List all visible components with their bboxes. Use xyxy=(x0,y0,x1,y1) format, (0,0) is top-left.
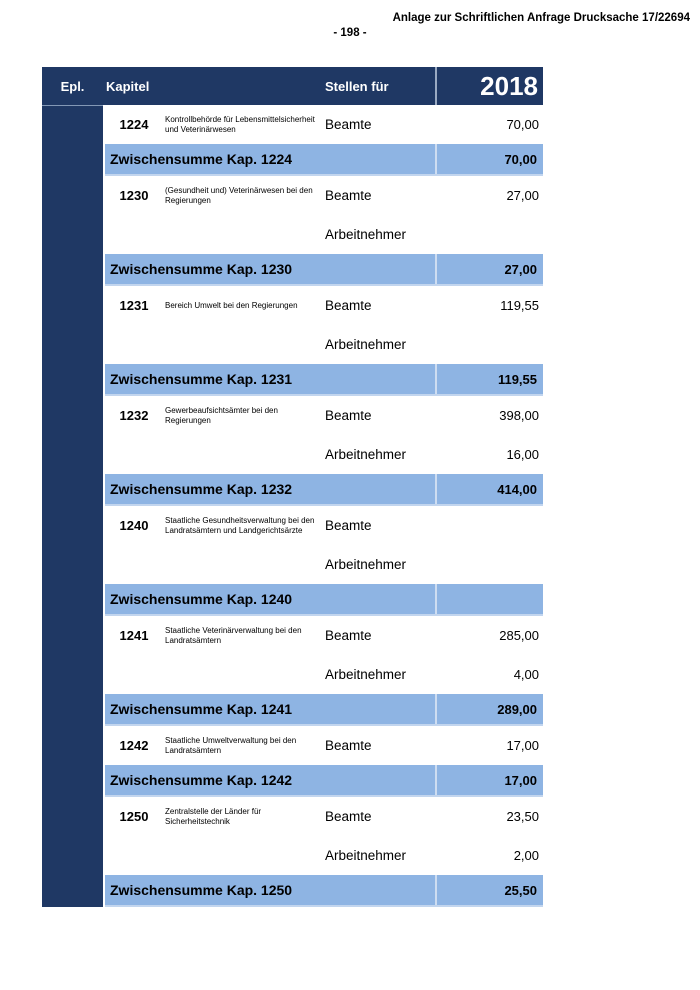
subtotal-label: Zwischensumme Kap. 1224 xyxy=(110,151,293,167)
subtotal-row xyxy=(105,765,543,797)
page-number: - 198 - xyxy=(333,27,367,39)
header-stellen-fuer: Stellen für xyxy=(325,78,389,94)
section-rows xyxy=(103,726,543,765)
section-rows xyxy=(103,616,543,694)
stellen-table xyxy=(42,67,543,907)
header-kapitel: Kapitel xyxy=(106,78,150,94)
entry-value: 16,00 xyxy=(506,447,539,462)
entry-value: 70,00 xyxy=(506,117,539,132)
subtotal-value: 17,00 xyxy=(435,765,541,795)
header-year-2018: 2018 xyxy=(435,67,543,105)
subtotal-label: Zwischensumme Kap. 1250 xyxy=(110,882,293,898)
entry-value xyxy=(435,215,543,254)
subtotal-label: Zwischensumme Kap. 1231 xyxy=(110,371,293,387)
entry-label: Arbeitnehmer xyxy=(325,667,407,682)
subtotal-value: 25,50 xyxy=(435,875,541,905)
subtotal-label: Zwischensumme Kap. 1242 xyxy=(110,772,293,788)
entry-value: 27,00 xyxy=(506,188,539,203)
entry-label: Arbeitnehmer xyxy=(325,447,407,462)
entry-label: Arbeitnehmer xyxy=(325,337,407,352)
kapitel-section xyxy=(103,396,543,506)
document-annotation: Anlage zur Schriftlichen Anfrage Drucksache 17/22694 xyxy=(392,12,690,24)
kapitel-section xyxy=(103,506,543,616)
subtotal-row xyxy=(105,364,543,396)
section-rows xyxy=(103,506,543,584)
kapitel-number: 1241 xyxy=(119,628,149,643)
entry-value xyxy=(435,325,543,364)
kapitel-description: Staatliche Veterinärverwaltung bei den Landratsämtern xyxy=(165,625,302,645)
kapitel-section xyxy=(103,616,543,726)
subtotal-label: Zwischensumme Kap. 1232 xyxy=(110,481,293,497)
subtotal-row xyxy=(105,694,543,726)
kapitel-description: Zentralstelle der Länder für Sicherheitstechnik xyxy=(165,806,262,826)
entry-label: Beamte xyxy=(325,518,372,533)
entry-value: 119,55 xyxy=(500,298,539,313)
subtotal-row xyxy=(105,254,543,286)
kapitel-section xyxy=(103,726,543,797)
kapitel-section xyxy=(103,105,543,176)
entry-value: 4,00 xyxy=(513,667,539,682)
header-epl: Epl. xyxy=(60,78,85,94)
entry-label: Beamte xyxy=(325,188,372,203)
kapitel-number: 1230 xyxy=(119,188,149,203)
entry-label: Arbeitnehmer xyxy=(325,557,407,572)
subtotal-row xyxy=(105,144,543,176)
entry-value: 23,50 xyxy=(506,809,539,824)
entry-value: 285,00 xyxy=(499,628,539,643)
subtotal-value: 119,55 xyxy=(435,364,541,394)
subtotal-label: Zwischensumme Kap. 1230 xyxy=(110,261,293,277)
kapitel-description: Staatliche Gesundheitsverwaltung bei den Landratsämtern und Landgerichtsärzte xyxy=(165,515,315,535)
kapitel-number: 1232 xyxy=(119,408,149,423)
epl-column xyxy=(42,105,103,907)
kapitel-description: (Gesundheit und) Veterinärwesen bei den Regierungen xyxy=(165,185,313,205)
entry-value: 398,00 xyxy=(499,408,539,423)
section-rows xyxy=(103,396,543,474)
entry-value: 17,00 xyxy=(506,738,539,753)
kapitel-description: Staatliche Umweltverwaltung bei den Landratsämtern xyxy=(165,735,297,755)
subtotal-label: Zwischensumme Kap. 1240 xyxy=(110,591,293,607)
subtotal-value: 27,00 xyxy=(435,254,541,284)
subtotal-value xyxy=(435,584,541,614)
entry-label: Beamte xyxy=(325,117,372,132)
subtotal-value: 289,00 xyxy=(435,694,541,724)
kapitel-number: 1242 xyxy=(119,738,149,753)
entry-label: Beamte xyxy=(325,298,372,313)
kapitel-section xyxy=(103,286,543,396)
subtotal-value: 70,00 xyxy=(435,144,541,174)
entry-label: Beamte xyxy=(325,628,372,643)
section-rows xyxy=(103,105,543,144)
section-rows xyxy=(103,176,543,254)
entry-label: Arbeitnehmer xyxy=(325,848,407,863)
subtotal-label: Zwischensumme Kap. 1241 xyxy=(110,701,293,717)
kapitel-description: Kontrollbehörde für Lebensmittelsicherheit und Veterinärwesen xyxy=(165,114,315,134)
kapitel-section xyxy=(103,176,543,286)
section-rows xyxy=(103,286,543,364)
section-rows xyxy=(103,797,543,875)
entry-label: Beamte xyxy=(325,738,372,753)
subtotal-value: 414,00 xyxy=(435,474,541,504)
entry-value: 2,00 xyxy=(513,848,539,863)
entry-label: Arbeitnehmer xyxy=(325,227,407,242)
kapitel-section xyxy=(103,797,543,907)
kapitel-number: 1231 xyxy=(119,298,149,313)
subtotal-row xyxy=(105,875,543,907)
entry-label: Beamte xyxy=(325,408,372,423)
entry-value xyxy=(435,506,543,545)
kapitel-description: Bereich Umwelt bei den Regierungen xyxy=(165,300,298,310)
kapitel-number: 1224 xyxy=(119,117,149,132)
table-body-content xyxy=(103,105,543,907)
kapitel-number: 1250 xyxy=(119,809,149,824)
subtotal-row xyxy=(105,474,543,506)
subtotal-row xyxy=(105,584,543,616)
entry-value xyxy=(435,545,543,584)
table-body xyxy=(42,105,543,907)
table-header-row xyxy=(42,67,543,105)
kapitel-number: 1240 xyxy=(119,518,149,533)
kapitel-description: Gewerbeaufsichtsämter bei den Regierungen xyxy=(165,405,278,425)
entry-label: Beamte xyxy=(325,809,372,824)
